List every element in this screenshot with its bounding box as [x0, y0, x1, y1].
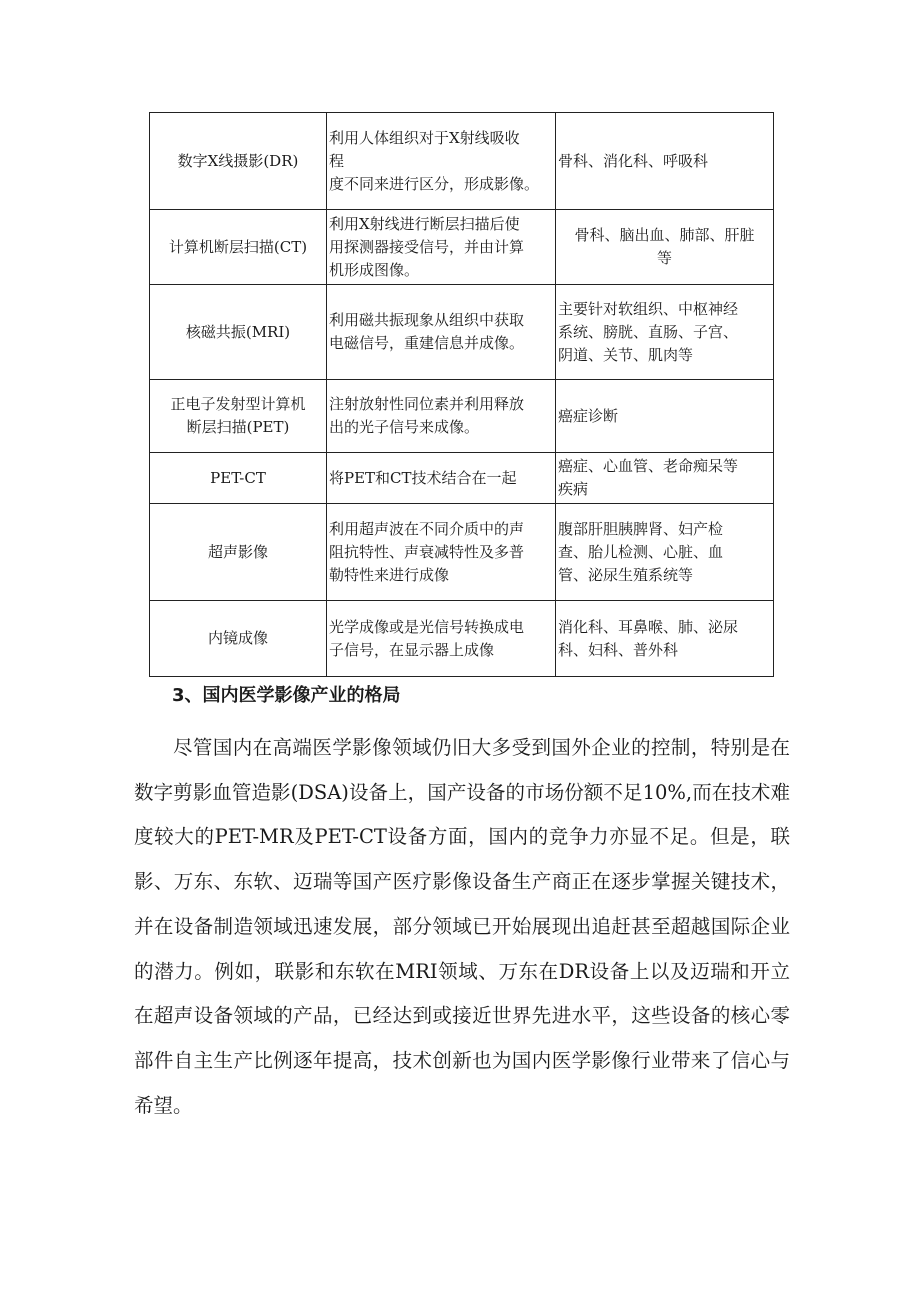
technology-name: 超声影像 — [150, 504, 327, 601]
body-paragraph: 尽管国内在高端医学影像领域仍旧大多受到国外企业的控制，特别是在数字剪影血管造影(DSA)设备上，国产设备的市场份额不足10%,而在技术难度较大的PET-MR及PET-CT设备方面，国内的竞争力亦显不足。但是，联影、万东、东软、迈瑞等国产医疗影像设备生产商正在逐步掌握关键技术，并在设备制造领域迅速发展，部分领域已开始展现出追赶甚至超越国际企业的潜力。例如，联影和东软在MRI领域、万东在DR设备上以及迈瑞和开立在超声设备领域的产品，已经达到或接近世界先进水平，这些设备的核心零部件自主生产比例逐年提高，技术创新也为国内医学影像行业带来了信心与希望。 — [134, 736, 790, 1117]
section-heading: 3、国内医学影像产业的格局 — [172, 685, 401, 706]
technology-description: 利用磁共振现象从组织中获取 电磁信号，重建信息并成像。 — [327, 285, 556, 380]
technology-description: 利用人体组织对于X射线吸收 程 度不同来进行区分，形成影像。 — [327, 113, 556, 210]
imaging-technology-table — [149, 112, 774, 677]
application-departments: 癌症、心血管、老命痴呆等 疾病 — [556, 453, 774, 504]
technology-name: 计算机断层扫描(CT) — [150, 210, 327, 285]
application-departments: 癌症诊断 — [556, 380, 774, 453]
application-departments: 骨科、消化科、呼吸科 — [556, 113, 774, 210]
table-row — [150, 453, 774, 504]
table-row — [150, 113, 774, 210]
technology-name: 数字X线摄影(DR) — [150, 113, 327, 210]
technology-description: 将PET和CT技术结合在一起 — [327, 453, 556, 504]
technology-name: PET-CT — [150, 453, 327, 504]
application-departments: 腹部肝胆胰脾肾、妇产检 查、胎儿检测、心脏、血 管、泌尿生殖系统等 — [556, 504, 774, 601]
technology-name: 正电子发射型计算机 断层扫描(PET) — [150, 380, 327, 453]
table-row — [150, 601, 774, 677]
table-row — [150, 210, 774, 285]
technology-description: 利用X射线进行断层扫描后使 用探测器接受信号，并由计算 机形成图像。 — [327, 210, 556, 285]
application-departments: 骨科、脑出血、肺部、肝脏 等 — [556, 210, 774, 285]
application-departments: 消化科、耳鼻喉、肺、泌尿 科、妇科、普外科 — [556, 601, 774, 677]
table-row — [150, 285, 774, 380]
application-departments: 主要针对软组织、中枢神经 系统、膀胱、直肠、子宫、 阴道、关节、肌肉等 — [556, 285, 774, 380]
technology-description: 利用超声波在不同介质中的声 阻抗特性、声衰减特性及多普 勒特性来进行成像 — [327, 504, 556, 601]
technology-description: 光学成像或是光信号转换成电 子信号，在显示器上成像 — [327, 601, 556, 677]
table-row — [150, 380, 774, 453]
technology-name: 内镜成像 — [150, 601, 327, 677]
technology-name: 核磁共振(MRI) — [150, 285, 327, 380]
table-row — [150, 504, 774, 601]
technology-description: 注射放射性同位素并利用释放 出的光子信号来成像。 — [327, 380, 556, 453]
